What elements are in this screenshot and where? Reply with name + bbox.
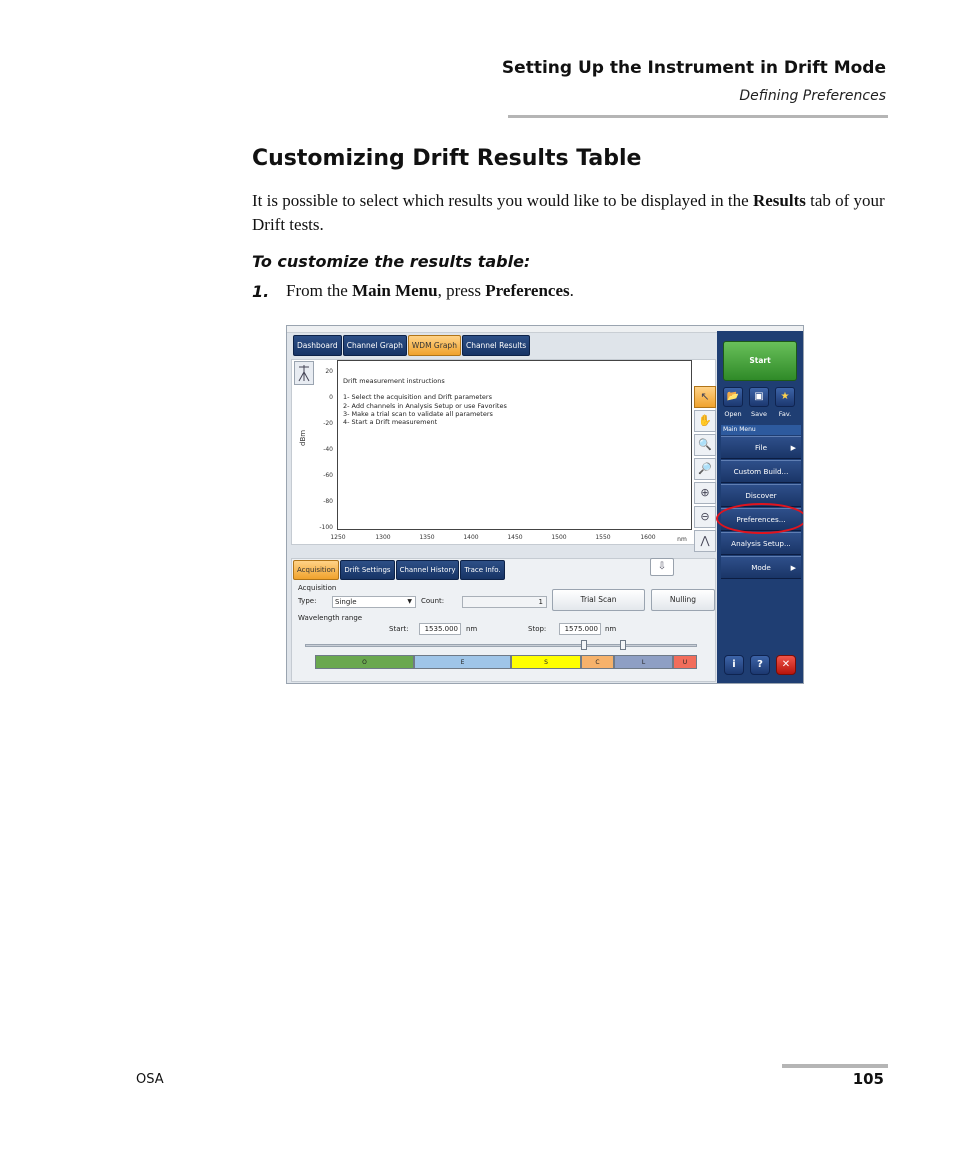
wavelength-slider-track[interactable]: [305, 644, 697, 647]
arrow-down-icon: ⇩: [657, 561, 667, 572]
zoom-fit-button[interactable]: [694, 458, 716, 480]
step-bold-preferences: Preferences: [485, 281, 570, 300]
running-header-title: Setting Up the Instrument in Drift Mode: [501, 58, 886, 78]
footer-product: OSA: [136, 1072, 164, 1087]
instruction-line: 2- Add channels in Analysis Setup or use Favorites: [343, 401, 507, 410]
zoom-in-button[interactable]: [694, 482, 716, 504]
step-text-2: , press: [437, 281, 486, 300]
acquisition-section-label: Acquisition: [298, 584, 337, 592]
zoom-area-button[interactable]: [694, 434, 716, 456]
stop-unit: nm: [605, 625, 617, 633]
section-heading: Customizing Drift Results Table: [252, 146, 642, 171]
bottom-tabs: [293, 560, 505, 580]
highlight-circle: [716, 503, 804, 534]
nulling-button[interactable]: Nulling: [651, 589, 715, 611]
y-tick: 20: [325, 368, 333, 375]
start-label: Start:: [389, 625, 409, 633]
instruction-line: 4- Start a Drift measurement: [343, 418, 438, 427]
band-s: [511, 655, 581, 669]
tab-acquisition[interactable]: Acquisition: [293, 560, 339, 580]
help-button[interactable]: [750, 655, 770, 675]
x-tick: 1300: [375, 534, 391, 541]
main-menu-label: Main Menu: [721, 425, 801, 435]
type-select-value: Single: [335, 598, 357, 606]
hand-icon: ✋: [698, 414, 712, 427]
pointer-tool-button[interactable]: [694, 386, 716, 408]
step-text-1: From the: [286, 281, 353, 300]
menu-item-mode[interactable]: [721, 556, 801, 579]
menu-item-analysis-setup[interactable]: [721, 532, 801, 555]
x-tick: 1250: [330, 534, 346, 541]
type-label: Type:: [298, 597, 317, 605]
info-button[interactable]: [724, 655, 744, 675]
instructions-box: [337, 360, 692, 530]
zoom-out-button[interactable]: [694, 506, 716, 528]
x-tick: 1400: [463, 534, 479, 541]
zoom-in-icon: ⊕: [700, 486, 710, 499]
band-label: E: [460, 659, 465, 666]
band-o: [315, 655, 414, 669]
footer-rule: [782, 1064, 888, 1068]
zoom-fit-icon: 🔎: [698, 462, 712, 475]
tab-channel-history[interactable]: Channel History: [396, 560, 460, 580]
save-icon: ▣: [754, 391, 764, 402]
band-l: [614, 655, 673, 669]
y-tick: -20: [323, 420, 333, 427]
band-u: [673, 655, 697, 669]
star-icon: ★: [780, 391, 790, 402]
x-tick: 1350: [419, 534, 435, 541]
instruction-line: 1- Select the acquisition and Drift parameters: [343, 393, 492, 402]
step-text-3: .: [569, 281, 574, 300]
close-button[interactable]: [776, 655, 796, 675]
band-label: C: [595, 659, 600, 666]
favorites-button[interactable]: [775, 387, 795, 407]
step-bold-main-menu: Main Menu: [352, 281, 438, 300]
menu-item-file[interactable]: [721, 436, 801, 459]
help-icon: ?: [757, 659, 763, 670]
y-tick: -60: [323, 472, 333, 479]
favorites-label: Fav.: [778, 410, 792, 418]
y-tick: 0: [329, 394, 333, 401]
intro-bold-results: Results: [752, 191, 806, 210]
marker-icon: [295, 362, 313, 384]
tab-channel-results[interactable]: Channel Results: [462, 335, 530, 356]
main-tabs: [293, 335, 530, 356]
start-unit: nm: [466, 625, 478, 633]
dropdown-arrow-icon: ▼: [407, 598, 412, 605]
start-slider-thumb[interactable]: [581, 640, 587, 650]
x-tick: 1550: [595, 534, 611, 541]
running-header-subtitle: Defining Preferences: [739, 88, 886, 104]
arrow-right-icon: ▶: [790, 564, 796, 572]
pointer-icon: ↖: [700, 390, 710, 403]
save-button[interactable]: [749, 387, 769, 407]
menu-item-custom-build[interactable]: [721, 460, 801, 483]
osa-screenshot: [286, 325, 804, 684]
tab-trace-info[interactable]: Trace Info.: [460, 560, 504, 580]
stop-slider-thumb[interactable]: [620, 640, 626, 650]
folder-icon: 📂: [726, 391, 740, 402]
step-text: [286, 281, 574, 301]
band-e: [414, 655, 511, 669]
band-label: U: [682, 659, 688, 666]
tab-channel-graph[interactable]: Channel Graph: [343, 335, 407, 356]
page-number: 105: [852, 1070, 884, 1088]
x-unit: nm: [677, 536, 687, 543]
instruction-line: 3- Make a trial scan to validate all parameters: [343, 409, 493, 418]
y-tick: -100: [319, 524, 333, 531]
menu-item-label: Analysis Setup...: [731, 539, 791, 548]
band-label: S: [544, 659, 548, 666]
header-rule: [508, 115, 888, 118]
menu-item-label: Discover: [745, 491, 777, 500]
stop-label: Stop:: [528, 625, 547, 633]
close-icon: ✕: [781, 659, 791, 670]
save-label: Save: [751, 410, 767, 418]
zoom-out-icon: ⊖: [700, 510, 710, 523]
menu-item-label: Preferences...: [736, 515, 786, 524]
full-view-button[interactable]: [694, 530, 716, 552]
y-axis-label: dBm: [299, 429, 307, 446]
start-button[interactable]: Start: [723, 341, 797, 381]
tab-dashboard[interactable]: Dashboard: [293, 335, 342, 356]
wavelength-range-label: Wavelength range: [298, 614, 363, 622]
info-icon: i: [732, 659, 736, 670]
y-tick: -40: [323, 446, 333, 453]
band-c: [581, 655, 614, 669]
x-tick: 1450: [507, 534, 523, 541]
intro-text-1: It is possible to select which results you would like to be displayed in the: [252, 191, 753, 210]
marker-tool-button[interactable]: [294, 361, 314, 385]
x-tick: 1600: [640, 534, 656, 541]
menu-item-label: Custom Build...: [733, 467, 789, 476]
stop-wavelength-input[interactable]: 1575.000: [559, 623, 601, 635]
type-select[interactable]: [332, 596, 416, 608]
procedure-title: To customize the results table:: [252, 252, 531, 271]
arrow-right-icon: ▶: [790, 444, 796, 452]
zoom-area-icon: 🔍: [698, 438, 712, 451]
collapse-panel-button[interactable]: [650, 558, 674, 576]
menu-item-label: File: [754, 443, 768, 452]
tab-drift-settings[interactable]: Drift Settings: [340, 560, 394, 580]
start-wavelength-input[interactable]: 1535.000: [419, 623, 461, 635]
intro-text-2: tab of your Drift tests.: [252, 191, 885, 234]
count-label: Count:: [421, 597, 445, 605]
intro-paragraph: [252, 189, 892, 237]
count-field[interactable]: 1: [462, 596, 547, 608]
menu-item-label: Mode: [751, 563, 771, 572]
open-button[interactable]: [723, 387, 743, 407]
x-tick: 1500: [551, 534, 567, 541]
y-tick: -80: [323, 498, 333, 505]
band-label: O: [362, 659, 367, 666]
full-view-icon: ⋀: [700, 534, 710, 547]
trial-scan-button[interactable]: Trial Scan: [552, 589, 645, 611]
instructions-title: Drift measurement instructions: [343, 377, 445, 385]
open-label: Open: [724, 410, 742, 418]
pan-tool-button[interactable]: [694, 410, 716, 432]
band-label: L: [641, 659, 646, 666]
tab-wdm-graph[interactable]: WDM Graph: [408, 335, 461, 356]
step-number: 1.: [252, 282, 270, 301]
